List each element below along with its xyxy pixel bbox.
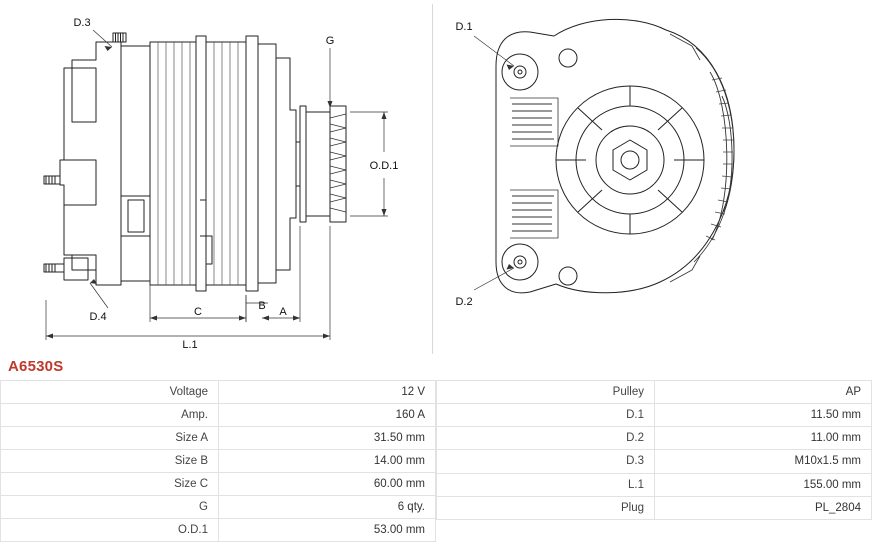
table-row bbox=[437, 404, 872, 427]
spec-label: G bbox=[1, 496, 219, 519]
spec-label-empty bbox=[437, 519, 655, 542]
spec-value: PL_2804 bbox=[655, 496, 872, 519]
spec-value: M10x1.5 mm bbox=[655, 450, 872, 473]
part-number: A6530S bbox=[8, 358, 64, 375]
spec-value: 6 qty. bbox=[219, 496, 436, 519]
spec-value: 12 V bbox=[219, 381, 436, 404]
spec-label: O.D.1 bbox=[1, 519, 219, 542]
table-row bbox=[437, 427, 872, 450]
spec-value: 11.50 mm bbox=[655, 404, 872, 427]
table-row bbox=[437, 381, 872, 404]
spec-value-empty bbox=[655, 519, 872, 542]
spec-value: AP bbox=[655, 381, 872, 404]
drawing-divider bbox=[432, 4, 433, 354]
label-d2: D.2 bbox=[455, 296, 473, 308]
spec-label: Size A bbox=[1, 427, 219, 450]
table-row bbox=[1, 427, 436, 450]
label-d3: D.3 bbox=[73, 17, 91, 29]
spec-table-right bbox=[436, 380, 872, 542]
table-row bbox=[437, 473, 872, 496]
label-od1: O.D.1 bbox=[369, 160, 399, 172]
spec-label: Size C bbox=[1, 473, 219, 496]
alternator-front-view bbox=[434, 0, 790, 355]
table-row-empty bbox=[437, 519, 872, 542]
spec-label: D.3 bbox=[437, 450, 655, 473]
label-a: A bbox=[279, 306, 287, 318]
spec-label: Size B bbox=[1, 450, 219, 473]
label-d4: D.4 bbox=[89, 311, 107, 323]
spec-tables bbox=[0, 380, 861, 542]
spec-label: D.2 bbox=[437, 427, 655, 450]
spec-value: 160 A bbox=[219, 404, 436, 427]
spec-label: L.1 bbox=[437, 473, 655, 496]
label-b: B bbox=[258, 300, 266, 312]
label-c: C bbox=[194, 306, 202, 318]
table-row bbox=[1, 519, 436, 542]
label-l1: L.1 bbox=[182, 339, 198, 351]
spec-label: Pulley bbox=[437, 381, 655, 404]
spec-value: 60.00 mm bbox=[219, 473, 436, 496]
table-row bbox=[437, 450, 872, 473]
spec-value: 14.00 mm bbox=[219, 450, 436, 473]
table-row bbox=[1, 473, 436, 496]
label-d1: D.1 bbox=[455, 21, 473, 33]
label-g: G bbox=[325, 35, 335, 47]
table-row bbox=[1, 450, 436, 473]
table-row bbox=[1, 404, 436, 427]
spec-value: 11.00 mm bbox=[655, 427, 872, 450]
spec-value: 155.00 mm bbox=[655, 473, 872, 496]
spec-label: Plug bbox=[437, 496, 655, 519]
spec-table-left bbox=[0, 380, 436, 542]
spec-value: 31.50 mm bbox=[219, 427, 436, 450]
alternator-side-view bbox=[0, 0, 432, 355]
table-row bbox=[437, 496, 872, 519]
table-row bbox=[1, 496, 436, 519]
spec-label: Voltage bbox=[1, 381, 219, 404]
spec-label: Amp. bbox=[1, 404, 219, 427]
spec-label: D.1 bbox=[437, 404, 655, 427]
spec-value: 53.00 mm bbox=[219, 519, 436, 542]
table-row bbox=[1, 381, 436, 404]
